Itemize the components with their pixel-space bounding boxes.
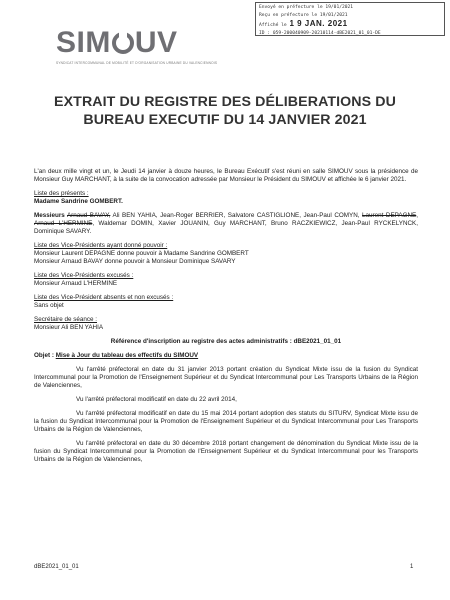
absents-line-1: Sans objet: [34, 302, 64, 309]
vu-paragraph-2: Vu l'arrêté préfectoral modificatif en date du 22 avril 2014,: [76, 396, 237, 403]
reference-line: Référence d'inscription au registre des actes administratifs : dBE2021_01_01: [110, 338, 342, 345]
intro-paragraph: L'an deux mille vingt et un, le Jeudi 14 janvier à douze heures, le Bureau Exécutif s'est réuni en salle SIMOUV sous la présidence de Monsieur Guy MARCHANT, à la suite de la convocation adressée par Monsieur le Président du SIMOUV et affichée le 6 janvier 2021.: [34, 168, 418, 183]
pouvoir-heading: Liste des Vice-Présidents ayant donné pouvoir :: [34, 242, 168, 249]
stamp-sent-line: Envoyé en préfecture le 19/01/2021: [259, 5, 354, 10]
logo-o-mark: [112, 32, 134, 54]
stamp-posted-line: Affiché le 1 9 JAN. 2021: [259, 19, 348, 28]
presents-madame: Madame Sandrine GOMBERT.: [34, 198, 123, 205]
page-number: 1: [410, 564, 414, 570]
vu-paragraph-4: Vu l'arrêté préfectoral en date du 30 décembre 2018 portant changement de dénomination du Syndicat Mixte issu de la fusion du Syndicat Intercommunal pour la Promotion de l'Enseignement Supérieur et du Syndicat Intercommunal pour les Transports Urbains de la Région de Valenciennes,: [34, 440, 418, 463]
excuses-line-1: Monsieur Arnaud L'HERMINE: [34, 280, 118, 287]
vu-paragraph-1: Vu l'arrêté préfectoral en date du 31 janvier 2013 portant création du Syndicat Mixte issu de la fusion du Syndicat Intercommunal pour la Promotion de l'Enseignement Supérieur et du Syndicat Intercommunal pour Les Transports Urbains de la Région de Valenciennes,: [34, 366, 418, 389]
pouvoir-line-1: Monsieur Laurent DEPAGNE donne pouvoir à Madame Sandrine GOMBERT: [34, 250, 249, 257]
pouvoir-line-2: Monsieur Arnaud BAVAY donne pouvoir à Monsieur Dominique SAVARY: [34, 258, 236, 265]
stamp-id-line: ID : 059-200040909-20210114-dBE2021_01_01-DE: [259, 31, 381, 36]
document-title: EXTRAIT DU REGISTRE DES DÉLIBERATIONS DU BUREAU EXECUTIF DU 14 JANVIER 2021: [54, 94, 396, 128]
secretaire-line-1: Monsieur Ali BEN YAHIA: [34, 324, 104, 331]
secretaire-heading: Secrétaire de séance :: [34, 316, 98, 323]
presents-heading: Liste des présents :: [34, 190, 89, 197]
objet-line: Objet : Mise à Jour du tableau des effectifs du SIMOUV: [34, 352, 199, 359]
excuses-heading: Liste des Vice-Présidents excusés :: [34, 272, 134, 279]
footer-reference: dBE2021_01_01: [34, 564, 79, 570]
logo-subtitle: SYNDICAT INTERCOMMUNAL DE MOBILITÉ ET D'ORGANISATION URBAINE DU VALENCIENNOIS: [56, 61, 218, 65]
presents-messieurs: Messieurs Arnaud BAVAY, Ali BEN YAHIA, Jean-Roger BERRIER, Salvatore CASTIGLIONE, Jean-Paul COMYN, Laurent DEPAGNE, Arnaud L'HERMINE, Waldemar DOMIN, Xavier JOUANIN, Guy MARCHANT, Bruno RACZKIEWICZ, Jean-Paul RYCKELYNCK, Dominique SAVARY.: [34, 212, 418, 235]
absents-heading: Liste des Vice-Président absents et non excusés :: [34, 294, 174, 301]
prefecture-stamp: [255, 2, 445, 36]
vu-paragraph-3: Vu l'arrêté préfectoral modificatif en date du 15 mai 2014 portant adoption des statuts du SITURV, Syndicat Mixte issu de la fusion du Syndicat Intercommunal pour la Promotion de l'Enseignement Supérieur et du Syndicat Intercommunal pour Les Transports Urbains de la Région de Valenciennes,: [34, 410, 418, 433]
stamp-received-line: Reçu en préfecture le 19/01/2021: [259, 13, 348, 18]
document-body: [34, 168, 418, 464]
simouv-logo: SIM UV SYNDICAT INTERCOMMUNAL DE MOBILITÉ ET D'ORGANISATION URBAINE DU VALENCIENNOIS: [56, 26, 218, 65]
stamp-posted-date: 1 9 JAN. 2021: [289, 19, 348, 28]
